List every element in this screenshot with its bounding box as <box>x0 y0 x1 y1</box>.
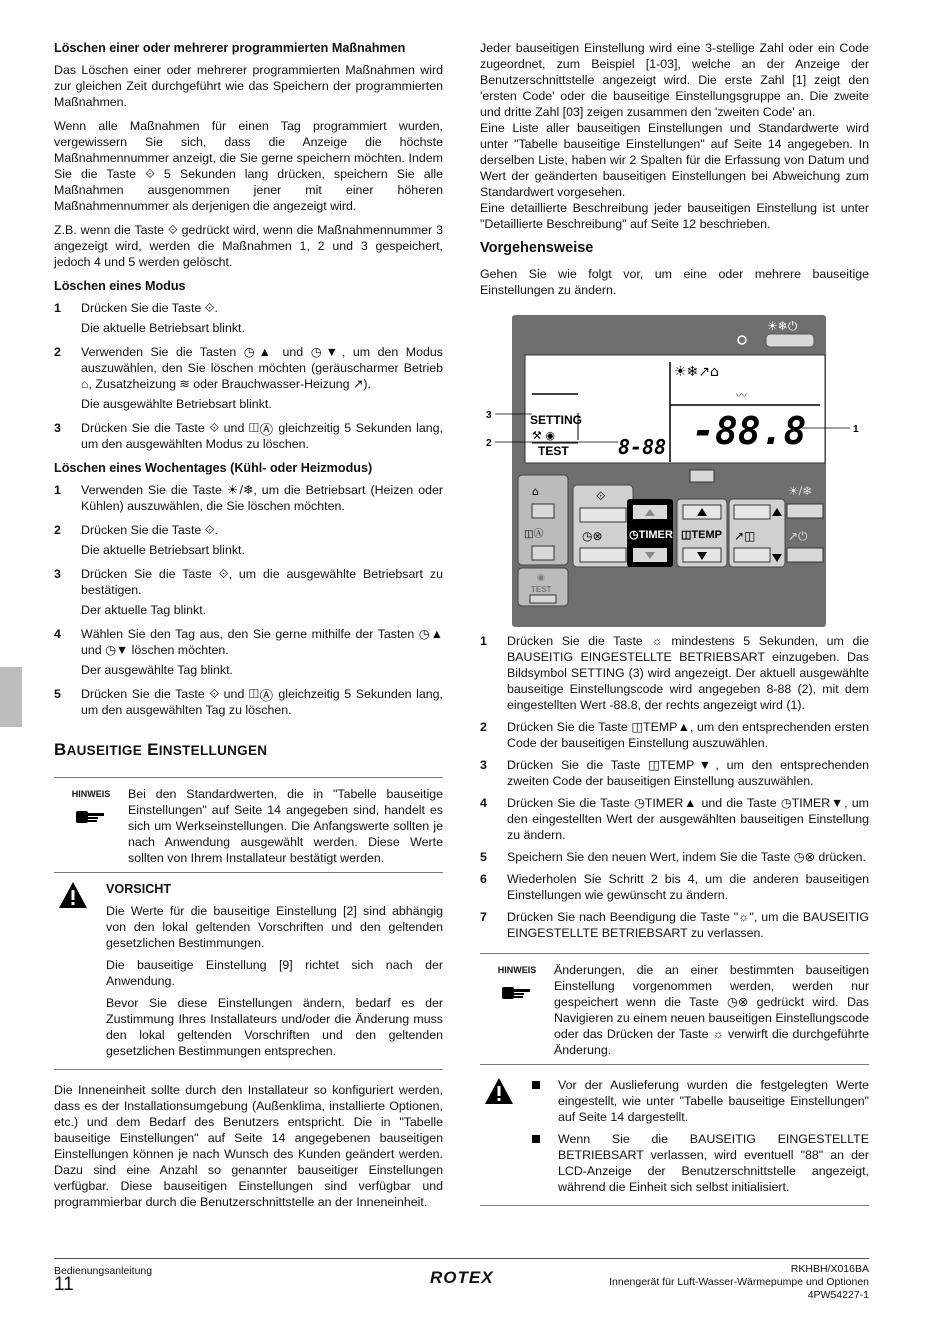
step-number: 1 <box>54 301 61 315</box>
temp-label: ◫TEMP <box>681 529 722 541</box>
heading-delete-weekday: Löschen eines Wochentages (Kühl- oder Heizmodus) <box>54 461 373 475</box>
dhw-thermometer-icon: ↗◫ <box>734 529 756 543</box>
step-text: Die aktuelle Betriebsart blinkt. <box>81 321 245 335</box>
paragraph: Jeder bauseitigen Einstellung wird eine 3-stellige Zahl oder ein Code zugeordnet, zum Beispiel [1-03], welche an der Anzeige der Benutzerschnittstelle angezeigt wird. Die erste Zahl [1] zeigt den 'ersten Code' oder die bauseitige Einstellungsgruppe an. Die zweite und dritte Zahl [03] zeigen zusammen den 'zweiten Code' an. <box>480 41 869 119</box>
step-text: Drücken Sie die Taste ◷TIMER▲ und die Taste ◷TIMER▼, um den eingestellten Wert der ausgewählten bauseitigen Einstellung zu ändern. <box>507 796 869 842</box>
step-text: Der ausgewählte Tag blinkt. <box>81 663 233 677</box>
section-title: BAUSEITIGE EINSTELLUNGEN <box>54 740 268 759</box>
callout-2: 2 <box>486 438 492 449</box>
dhw-up-button[interactable] <box>734 505 770 519</box>
step-number: 1 <box>480 634 487 648</box>
step-number: 5 <box>480 850 487 864</box>
step-item <box>54 686 443 718</box>
step-item <box>54 626 443 678</box>
step-text: Verwenden Sie die Tasten ◷▲ und ◷▼, um den Modus auszuwählen, den Sie löschen möchten (geräuscharmer Betrieb ⌂, Zusatzheizung ≋ oder Brauchwasser-Heizung ↗). <box>81 345 443 391</box>
right-column <box>480 40 869 306</box>
step-number: 7 <box>480 910 487 924</box>
step-item <box>480 795 869 843</box>
step-number: 1 <box>54 483 61 497</box>
paragraph: Wenn alle Maßnahmen für einen Tag programmiert wurden, vergewissern Sie sich, dass die Anzeige die höchste Maßnahmennummer anzeigt, die Sie gerne speichern möchten. Indem Sie die Taste ⟐ 5 Sekunden lang drücken, speichern Sie alle Maßnahmen ausgenommen jener mit einer höheren Maßnahmennummer als derjenigen die angezeigt wird. <box>54 119 443 213</box>
step-item <box>480 757 869 789</box>
step-number: 2 <box>54 345 61 359</box>
lcd-mode-icons: ☀❄↗⌂ <box>674 364 719 380</box>
bullet-item <box>532 1077 869 1125</box>
step-text: Wiederholen Sie Schritt 2 bis 4, um die anderen bauseitigen Einstellungen wie gewünscht zu ändern. <box>507 872 869 902</box>
step-item <box>54 344 443 412</box>
bullet-text: Vor der Auslieferung wurden die festgelegten Werte eingestellt, wie unter "Tabelle bauseitige Einstellungen" auf Seite 14 dargestellt. <box>558 1078 869 1124</box>
step-text: Der aktuelle Tag blinkt. <box>81 603 207 617</box>
step-item <box>480 633 869 713</box>
footer-doc-info: RKHBH/X016BA Innengerät für Luft-Wasser-Wärmepumpe und Optionen 4PW54227-1 <box>609 1263 869 1301</box>
caution-title: VORSICHT <box>106 882 172 896</box>
step-item <box>54 300 443 336</box>
heat-cool-icon: ☀/❄ <box>788 484 813 498</box>
left-column <box>54 40 443 1218</box>
lcd-heater-icon: 〰 <box>736 389 747 402</box>
heading-procedure: Vorgehensweise <box>480 240 594 256</box>
step-number: 5 <box>54 687 61 701</box>
user-interface-illustration <box>480 312 869 632</box>
step-item <box>480 909 869 941</box>
step-text: Verwenden Sie die Taste ☀/❄, um die Betriebsart (Heizen oder Kühlen) auszuwählen, die Sie löschen möchten. <box>81 483 443 513</box>
auto-button[interactable] <box>532 546 554 560</box>
step-item <box>480 719 869 751</box>
clock-cancel-icon: ◷⊗ <box>582 529 603 543</box>
step-item <box>54 566 443 618</box>
lcd-value-display: -88.8 <box>692 409 807 453</box>
step-item <box>54 420 443 452</box>
footer-divider <box>54 1258 869 1259</box>
step-number: 3 <box>54 567 61 581</box>
dhw-onoff-button[interactable] <box>787 548 823 562</box>
step-number: 4 <box>54 627 61 641</box>
paragraph: Eine Liste aller bauseitigen Einstellungen und Standardwerte wird unter "Tabelle bauseitige Einstellungen" auf Seite 14 angegeben. In derselben Liste, haben wir 2 Spalten für die Erfassung von Datum und Wert der geänderten bauseitigen Einstellungen bei Abweichung zum Standardwert vorgesehen. <box>480 121 869 199</box>
test-button[interactable] <box>530 595 556 603</box>
field-setting-steps <box>480 633 869 941</box>
pointing-hand-icon <box>500 984 534 1002</box>
step-text: Die aktuelle Betriebsart blinkt. <box>81 543 245 557</box>
step-text: Speichern Sie den neuen Wert, indem Sie die Taste ◷⊗ drücken. <box>507 850 866 864</box>
note-tag: HINWEIS <box>54 786 128 866</box>
svg-text:☀❄⏻: ☀❄⏻ <box>767 319 798 333</box>
bullet-square <box>532 1135 540 1143</box>
caution-text: Die Werte für die bauseitige Einstellung [2] sind abhängig von den lokal geltenden Vorschriften und den geltenden gesetzlichen Bestimmungen. <box>106 904 443 950</box>
warning-triangle-icon <box>484 1077 514 1105</box>
step-text: Drücken Sie nach Beendigung die Taste "☼", um die BAUSEITIG EINGESTELLTE BETRIEBSART zu verlassen. <box>507 910 869 940</box>
program-button[interactable] <box>580 508 626 522</box>
step-text: Drücken Sie die Taste ⟐ und ◫Ⓐ gleichzeitig 5 Sekunden lang, um den ausgewählten Tag zu löschen. <box>81 687 443 717</box>
bullet-item <box>532 1131 869 1195</box>
caution-box <box>54 873 443 1070</box>
heading-delete-actions: Löschen einer oder mehrerer programmierten Maßnahmen <box>54 41 406 55</box>
callout-1: 1 <box>853 424 859 435</box>
quiet-mode-icon: ⌂ <box>532 485 539 498</box>
control-panel-drawing <box>480 312 869 632</box>
dhw-onoff-icon: ↗⏻ <box>788 529 808 543</box>
program-icon: ⟐ <box>596 489 606 503</box>
step-item <box>54 522 443 558</box>
paragraph: Das Löschen einer oder mehrerer programmierten Maßnahmen wird zur gleichen Zeit durchgeführt wie das Speichern der programmierten Maßnahmen. <box>54 63 443 109</box>
caution-text: Die bauseitige Einstellung [9] richtet sich nach der Anwendung. <box>106 958 443 988</box>
lcd-wrench-eye-icon: ⚒ ◉ <box>532 429 555 442</box>
paragraph: Gehen Sie wie folgt vor, um eine oder mehrere bauseitige Einstellungen zu ändern. <box>480 267 869 297</box>
step-text: Wählen Sie den Tag aus, den Sie gerne mithilfe der Tasten ◷▲ und ◷▼ löschen möchten. <box>81 627 443 657</box>
note-tag: HINWEIS <box>480 962 554 1058</box>
right-column-steps <box>480 633 869 1206</box>
note-box-2 <box>480 953 869 1065</box>
step-text: Drücken Sie die Taste ⟐. <box>81 301 218 315</box>
lcd-code-display: 8-88 <box>618 435 667 459</box>
note-text: Bei den Standardwerten, die in "Tabelle bauseitige Einstellungen" auf Seite 14 angegeben sind, handelt es sich um Werkseinstellungen. Die Anfangswerte sollten je nach Anwendung ausgewählt werden. Diese Werte sollten von Ihrem Installateur bestätigt werden. <box>128 787 443 865</box>
step-number: 6 <box>480 872 487 886</box>
test-eye-icon: ◉ <box>537 572 545 582</box>
step-text: Drücken Sie die Taste ☼ mindestens 5 Sekunden, um die BAUSEITIG EINGESTELLTE BETRIEBSART einzugeben. Das Bildsymbol SETTING (3) wird angezeigt. Der aktuell ausgewählte bauseitige Einstellungscode wird angegeben 8-88 (2), mit dem eingestellten Wert -88.8, der rechts angezeigt wird (1). <box>507 634 869 712</box>
paragraph: Eine detaillierte Beschreibung jeder bauseitigen Einstellung ist unter "Detaillierte Beschreibung" auf Seite 12 beschrieben. <box>480 201 869 231</box>
caution-box-2 <box>480 1065 869 1206</box>
warning-triangle-icon <box>58 881 88 909</box>
heading-delete-mode: Löschen eines Modus <box>54 279 186 293</box>
section-tab <box>0 667 22 727</box>
step-number: 2 <box>54 523 61 537</box>
heat-cool-onoff-icon <box>767 319 798 333</box>
footer-doc-type: Bedienungsanleitung <box>54 1265 153 1277</box>
onoff-button[interactable] <box>766 334 814 347</box>
heat-cool-button[interactable] <box>787 504 823 518</box>
timer-label: ◷TIMER <box>629 529 673 541</box>
bullet-square <box>532 1081 540 1089</box>
callout-3: 3 <box>486 410 492 421</box>
brand-logo: ROTEX <box>430 1268 494 1287</box>
lcd-setting-label: SETTING <box>530 413 583 427</box>
lcd-test-label: TEST <box>538 444 569 458</box>
mode-steps-list <box>54 300 443 452</box>
step-number: 4 <box>480 796 487 810</box>
step-number: 3 <box>480 758 487 772</box>
step-text: Drücken Sie die Taste ◫TEMP▼, um den entsprechenden zweiten Code der bauseitigen Einstellung auszuwählen. <box>507 758 869 788</box>
test-label: TEST <box>531 585 552 594</box>
dhw-down-button[interactable] <box>734 548 770 562</box>
paragraph: Z.B. wenn die Taste ⟐ gedrückt wird, wenn die Maßnahmennummer 3 angezeigt wird, werden die Maßnahmen 1, 2 und 3 gespeichert, jedoch 4 und 5 werden gelöscht. <box>54 223 443 269</box>
step-item <box>480 871 869 903</box>
step-text: Drücken Sie die Taste ◫TEMP▲, um den entsprechenden ersten Code der bauseitigen Einstellung auszuwählen. <box>507 720 869 750</box>
page-number: 11 <box>54 1274 74 1295</box>
step-text: Drücken Sie die Taste ⟐ und ◫Ⓐ gleichzeitig 5 Sekunden lang, um den ausgewählten Modus zu löschen. <box>81 421 443 451</box>
bullet-text: Wenn Sie die BAUSEITIG EINGESTELLTE BETRIEBSART verlassen, wird eventuell "88" an der LCD-Anzeige der Benutzerschnittstelle angezeigt, während die Einheit sich selbst initialisiert. <box>558 1132 869 1194</box>
weekday-steps-list <box>54 482 443 718</box>
note-box <box>54 777 443 873</box>
step-item <box>54 482 443 514</box>
step-item <box>480 849 869 865</box>
caution-text: Bevor Sie diese Einstellungen ändern, bedarf es der Zustimmung Ihres Installateurs und/oder die Änderung muss den lokal geltenden Vorschriften und den geltenden gesetzlichen Bestimmungen entsprechen. <box>106 996 443 1058</box>
auto-icon: ◫Ⓐ <box>524 529 544 540</box>
caution-bullets <box>532 1077 869 1201</box>
paragraph: Die Inneneinheit sollte durch den Installateur so konfiguriert werden, dass es der Installationsumgebung (Außenklima, installierte Optionen, etc.) und dem Bedarf des Benutzers entspricht. Die in "Tabelle bauseitige Einstellungen" auf Seite 14 angegebenen bauseitigen Einstellungen können je nach Wunsch des Kunden geändert werden. Dazu sind eine Anzahl so genannter bauseitiger Einstellungen verfügbar. Diese bauseitigen Einstellungen sind verfügbar und programmierbar durch die Benutzerschnittstelle an der Inneneinheit. <box>54 1083 443 1209</box>
step-number: 2 <box>480 720 487 734</box>
step-text: Drücken Sie die Taste ⟐. <box>81 523 218 537</box>
clock-button[interactable] <box>580 548 626 562</box>
quiet-mode-button[interactable] <box>532 504 554 518</box>
step-text: Drücken Sie die Taste ⟐, um die ausgewählte Betriebsart zu bestätigen. <box>81 567 443 597</box>
step-text: Die ausgewählte Betriebsart blinkt. <box>81 397 272 411</box>
pointing-hand-icon <box>74 808 108 826</box>
note-text: Änderungen, die an einer bestimmten bauseitigen Einstellung vorgenommen werden, werden nur gespeichert wenn die Taste ◷⊗ gedrückt wird. Das Navigieren zu einem neuen bauseitigen Einstellungscode oder das Drücken der Taste ☼ verwirft die durchgeführte Änderung. <box>554 963 869 1057</box>
step-number: 3 <box>54 421 61 435</box>
